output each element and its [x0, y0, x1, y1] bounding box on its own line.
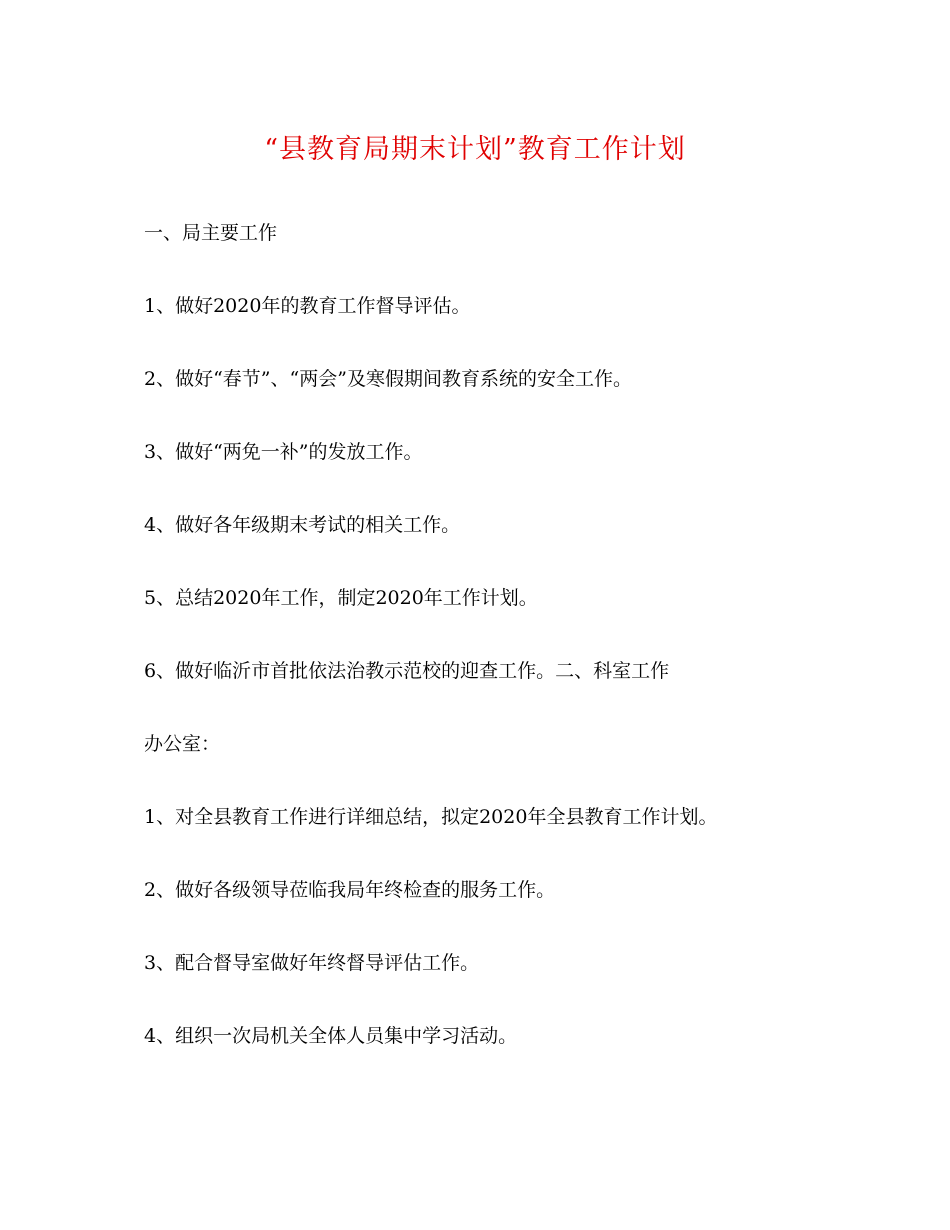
section-heading-main-work: 一、局主要工作 — [144, 222, 278, 244]
office-item-2: 2、做好各级领导莅临我局年终检查的服务工作。 — [144, 879, 556, 901]
paragraph-item-2: 2、做好“春节”、“两会”及寒假期间教育系统的安全工作。 — [144, 368, 632, 390]
office-item-4: 4、组织一次局机关全体人员集中学习活动。 — [144, 1025, 518, 1047]
office-item-3: 3、配合督导室做好年终督导评估工作。 — [144, 952, 480, 974]
paragraph-item-6: 6、做好临沂市首批依法治教示范校的迎查工作。二、科室工作 — [144, 660, 670, 682]
office-item-1: 1、对全县教育工作进行详细总结，拟定2020年全县教育工作计划。 — [144, 806, 718, 828]
paragraph-item-5: 5、总结2020年工作，制定2020年工作计划。 — [144, 587, 538, 609]
section-heading-office: 办公室： — [144, 733, 221, 755]
paragraph-item-4: 4、做好各年级期末考试的相关工作。 — [144, 514, 461, 536]
paragraph-item-3: 3、做好“两免一补”的发放工作。 — [144, 441, 423, 463]
paragraph-item-1: 1、做好2020年的教育工作督导评估。 — [144, 295, 471, 317]
document-title: “县教育局期末计划”教育工作计划 — [264, 134, 686, 165]
